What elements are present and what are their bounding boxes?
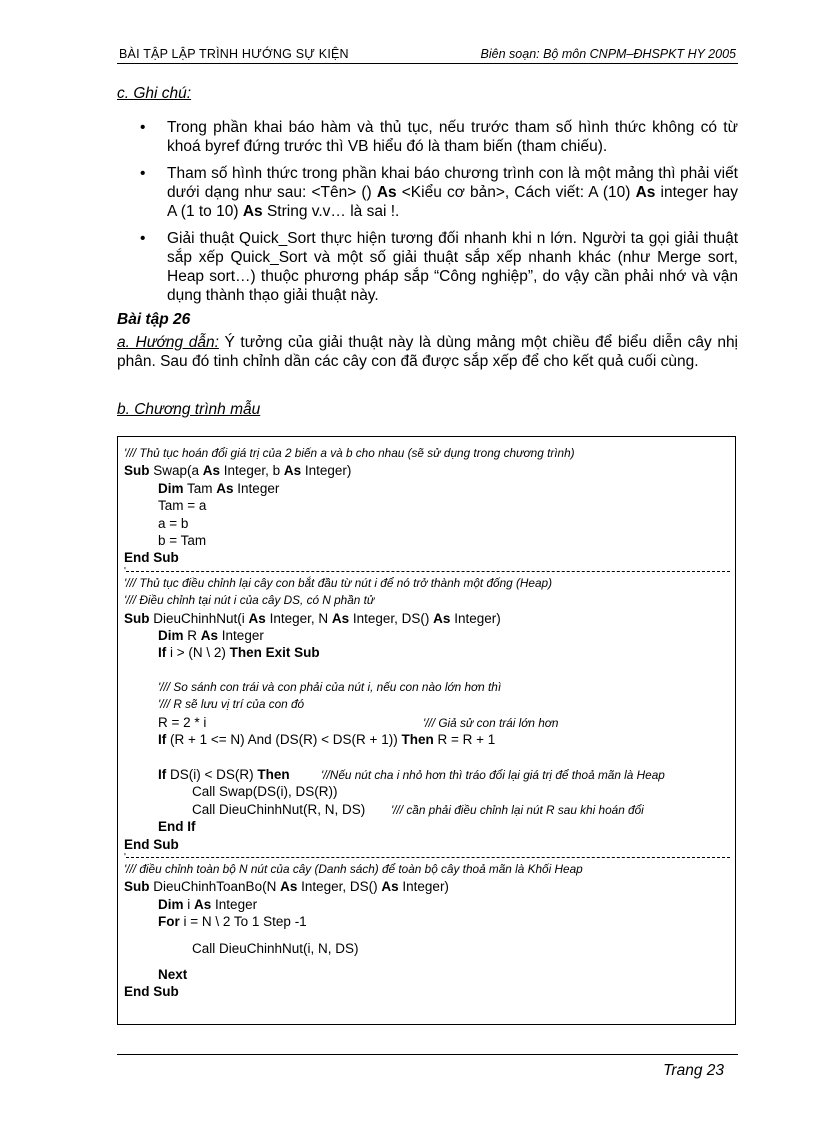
code-line: Sub DieuChinhNut(i As Integer, N As Integer, DS() As Integer) bbox=[124, 610, 501, 626]
code-line: Sub DieuChinhToanBo(N As Integer, DS() As Integer) bbox=[124, 879, 449, 895]
header-author: Biên soạn: Bộ môn CNPM–ĐHSPKT HY 2005 bbox=[480, 47, 736, 61]
notes-list bbox=[138, 118, 738, 313]
code-comment: '/// Điều chỉnh tại nút i của cây DS, có N phần tử bbox=[124, 593, 375, 608]
note-text: Tham số hình thức trong phần khai báo chương trình con là một mảng thì phải viết dưới dạng như sau: <Tên> () As <Kiểu cơ bản>, Cách viết: A (10) As integer hay A (1 to 10) As String v.v… là sai !. bbox=[167, 165, 738, 220]
guide-paragraph bbox=[117, 333, 738, 371]
code-comment: '/// R sẽ lưu vị trí của con đó bbox=[158, 697, 305, 712]
code-line: Sub Swap(a As Integer, b As Integer) bbox=[124, 463, 352, 479]
code-body bbox=[124, 445, 730, 1001]
code-line: For i = N \ 2 To 1 Step -1 bbox=[158, 914, 307, 930]
code-line: Dim i As Integer bbox=[158, 896, 258, 912]
blank-line bbox=[124, 749, 730, 766]
code-line: Tam = a bbox=[158, 498, 207, 514]
bullet-icon: • bbox=[140, 119, 146, 136]
code-line: Dim R As Integer bbox=[158, 627, 264, 643]
code-comment: '/// điều chỉnh toàn bộ N nút của cây (Danh sách) để toàn bộ cây thoả mãn là Khối Heap bbox=[124, 861, 583, 876]
bullet-icon: • bbox=[140, 230, 146, 247]
list-item bbox=[138, 164, 738, 221]
code-listing bbox=[117, 436, 736, 1025]
blank-line bbox=[124, 931, 730, 940]
guide-text: Ý tưởng của giải thuật này là dùng mảng một chiều để biểu diễn cây nhị phân. Sau đó tinh chỉnh dần các cây con đã được sắp xếp để cho kết quả cuối cùng. bbox=[117, 334, 739, 370]
blank-line bbox=[124, 662, 730, 679]
code-comment: '//Nếu nút cha i nhỏ hơn thì tráo đổi lại giá trị để thoả mãn là Heap bbox=[321, 768, 665, 783]
code-line: End Sub bbox=[124, 550, 179, 566]
separator-line: ' bbox=[124, 853, 730, 861]
code-line: Dim Tam As Integer bbox=[158, 480, 280, 496]
code-text: Call DieuChinhNut(R, N, DS) bbox=[192, 801, 366, 817]
note-text: Giải thuật Quick_Sort thực hiện tương đối nhanh khi n lớn. Người ta gọi giải thuật sắp xếp Quick_Sort và một số giải thuật sắp xếp nhanh khác (như Merge sort, Heap sort…) thuộc phương pháp sắp “Công nghiệp”, do vậy cần phải nhớ và vận dụng thành thạo giải thuật này. bbox=[167, 230, 738, 304]
list-item bbox=[138, 118, 738, 156]
code-comment: '/// Thủ tục hoán đổi giá trị của 2 biến a và b cho nhau (sẽ sử dụng trong chương trình) bbox=[124, 446, 575, 460]
code-comment: '/// cần phải điều chỉnh lại nút R sau khi hoán đổi bbox=[391, 802, 644, 817]
notes-title: c. Ghi chú: bbox=[117, 85, 192, 102]
code-line: a = b bbox=[158, 515, 189, 531]
code-line: Next bbox=[158, 966, 188, 982]
bullet-icon: • bbox=[140, 165, 146, 182]
page-header bbox=[117, 45, 738, 64]
code-text: R = 2 * i bbox=[158, 714, 207, 730]
blank-line bbox=[124, 957, 730, 966]
code-comment: '/// Thủ tục điều chỉnh lại cây con bắt đầu từ nút i để nó trở thành một đống (Heap) bbox=[124, 575, 553, 590]
code-line: Call Swap(DS(i), DS(R)) bbox=[192, 784, 338, 800]
guide-label: a. Hướng dẫn: bbox=[117, 334, 219, 351]
code-line: End Sub bbox=[124, 984, 179, 1000]
footer-divider bbox=[117, 1054, 738, 1055]
code-line bbox=[124, 801, 730, 818]
code-line: If (R + 1 <= N) And (DS(R) < DS(R + 1)) Then R = R + 1 bbox=[158, 732, 496, 748]
separator-line: ' bbox=[124, 567, 730, 575]
sample-title: b. Chương trình mẫu bbox=[117, 401, 261, 418]
note-text: Trong phần khai báo hàm và thủ tục, nếu trước tham số hình thức không có từ khoá byref đứng trước thì VB hiểu đó là tham biến (tham chiếu). bbox=[167, 119, 738, 155]
code-line bbox=[124, 766, 730, 783]
code-text: If DS(i) < DS(R) Then bbox=[158, 767, 290, 783]
code-comment: '/// So sánh con trái và con phải của nút i, nếu con nào lớn hơn thì bbox=[158, 680, 502, 695]
code-line bbox=[124, 714, 730, 731]
code-line: End If bbox=[158, 819, 196, 835]
exercise-title: Bài tập 26 bbox=[117, 311, 191, 328]
code-line: If i > (N \ 2) Then Exit Sub bbox=[158, 645, 320, 661]
code-comment: '/// Giả sử con trái lớn hơn bbox=[423, 715, 559, 730]
page-number: Trang 23 bbox=[663, 1062, 724, 1079]
code-line: End Sub bbox=[124, 836, 179, 852]
code-line: Call DieuChinhNut(i, N, DS) bbox=[192, 940, 359, 956]
header-title: BÀI TẬP LẬP TRÌNH HƯỚNG SỰ KIỆN bbox=[119, 47, 349, 61]
list-item bbox=[138, 229, 738, 305]
code-line: b = Tam bbox=[158, 532, 207, 548]
